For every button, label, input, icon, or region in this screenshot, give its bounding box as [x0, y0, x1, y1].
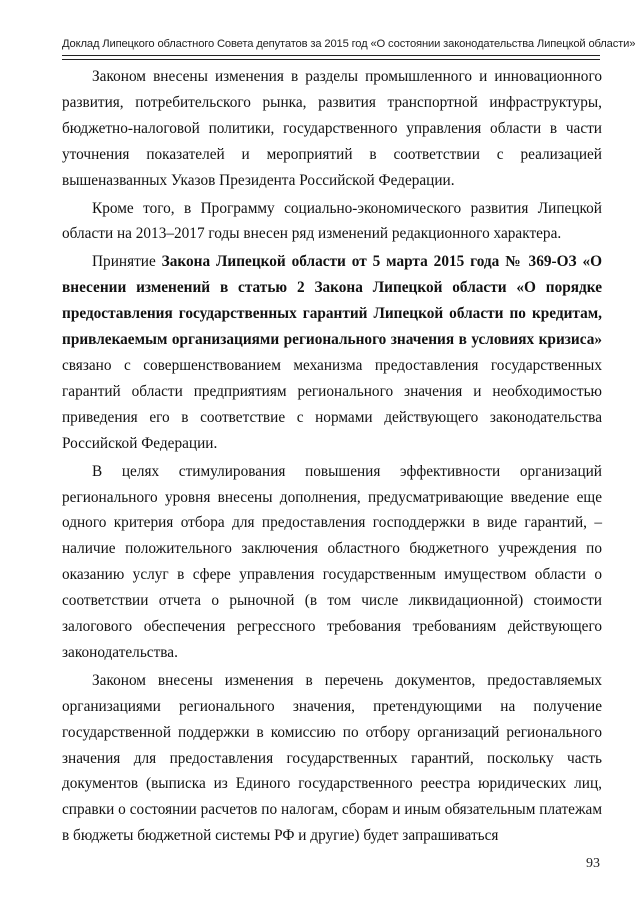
paragraph-text: В целях стимулирования повышения эффективности организаций регионального уровня внесены дополнения, предусматривающие введение еще одного критерия отбора для предоставления господдержки в виде гарантий, – наличие положительного заключения областного бюджетного учреждения по оказанию услуг в сфере управления государственным имуществом области о соответствии отчета о рыночной (в том числе ликвидационной) стоимости залогового обеспечения регрессного требования требованиям действующего законодательства. — [62, 462, 602, 661]
paragraph-2 — [62, 196, 602, 248]
paragraph-3 — [62, 249, 602, 456]
paragraph-text: Кроме того, в Программу социально-экономического развития Липецкой области на 2013–2017 годы внесен ряд изменений редакционного характера. — [62, 199, 602, 243]
paragraph-text: Законом внесены изменения в разделы промышленного и инновационного развития, потребительского рынка, развития транспортной инфраструктуры, бюджетно-налоговой политики, государственного управления области в части уточнения показателей и мероприятий в соответствии с реализацией вышеназванных Указов Президента Российской Федерации. — [62, 68, 602, 189]
page-number: 93 — [586, 856, 600, 871]
paragraph-text: связано с совершенствованием механизма предоставления государственных гарантий области предприятиям регионального значения и необходимостью приведения его в соответствие с нормами действующего законодательства Российской Федерации. — [62, 356, 602, 452]
paragraph-5 — [62, 668, 602, 849]
paragraph-4 — [62, 459, 602, 666]
bold-law-title: Закона Липецкой области от 5 марта 2015 года № 369-ОЗ «О внесении изменений в статью 2 Закона Липецкой области «О порядке предоставления государственных гарантий Липецкой области по кредитам, привлекаемым организациями регионального значения в условиях кризиса» — [62, 253, 602, 349]
paragraph-text: Законом внесены изменения в перечень документов, предоставляемых организациями регионального значения, претендующими на получение государственной поддержки в комиссию по отбору организаций регионального значения для предоставления государственных гарантий, поскольку часть документов (выписка из Единого государственного реестра юридических лиц, справки о состоянии расчетов по налогам, сборам и иным обязательным платежам в бюджеты бюджетной системы РФ и другие) будет запрашиваться — [62, 671, 602, 845]
paragraph-text: Принятие — [92, 253, 162, 271]
header-double-rule — [62, 55, 600, 60]
running-header: Доклад Липецкого областного Совета депутатов за 2015 год «О состоянии законодательства Липецкой области» — [62, 38, 636, 50]
document-body — [62, 64, 602, 851]
paragraph-1 — [62, 64, 602, 194]
